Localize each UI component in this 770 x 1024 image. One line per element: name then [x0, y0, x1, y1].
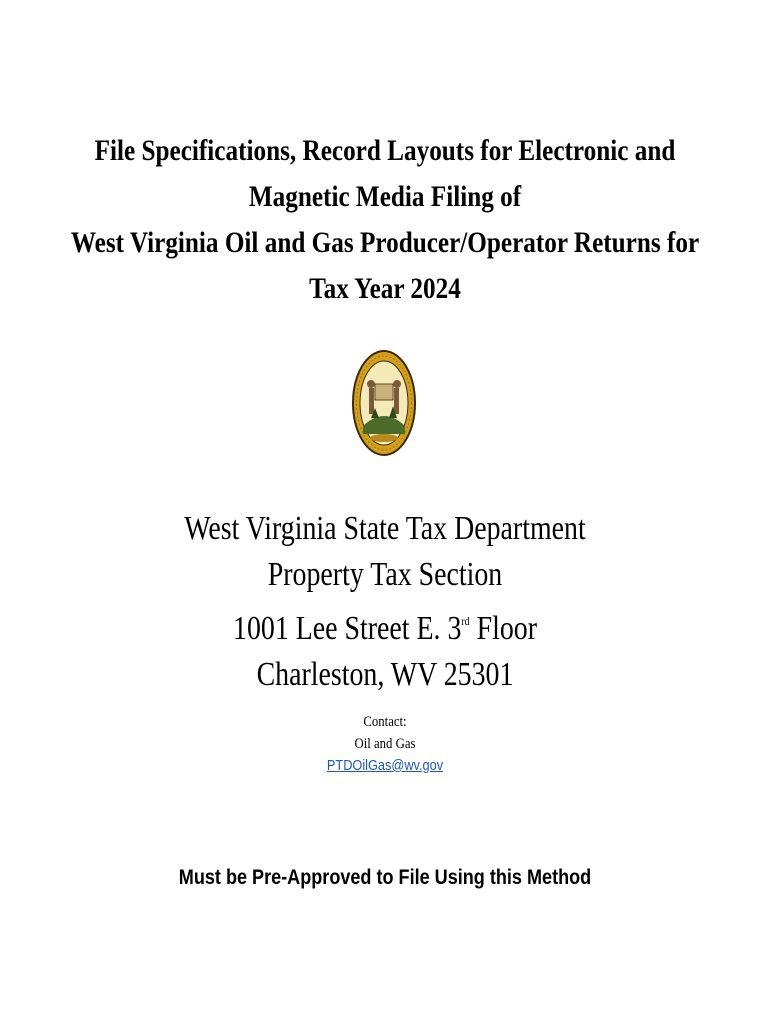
state-seal-icon	[351, 348, 417, 458]
contact-unit: Oil and Gas	[354, 736, 416, 752]
address-block	[69, 506, 700, 698]
street-address-main: 1001 Lee Street E. 3	[233, 610, 462, 647]
document-title	[62, 128, 709, 312]
street-address	[69, 598, 700, 652]
title-line-4: Tax Year 2024	[309, 272, 461, 305]
pre-approval-notice: Must be Pre-Approved to File Using this Method	[178, 866, 592, 889]
title-line-3: West Virginia Oil and Gas Producer/Operator Returns for	[70, 226, 700, 259]
section-name: Property Tax Section	[267, 556, 503, 593]
city-state-zip: Charleston, WV 25301	[256, 656, 514, 693]
street-address-floor: Floor	[469, 610, 537, 647]
contact-label: Contact:	[363, 714, 407, 730]
department-name: West Virginia State Tax Department	[184, 510, 586, 547]
title-line-1: File Specifications, Record Layouts for Electronic and	[94, 134, 676, 167]
contact-email-link[interactable]: PTDOilGas@wv.gov	[326, 757, 444, 774]
contact-block	[58, 711, 713, 777]
title-line-2: Magnetic Media Filing of	[248, 180, 522, 213]
street-ordinal-suffix: rd	[461, 614, 470, 628]
